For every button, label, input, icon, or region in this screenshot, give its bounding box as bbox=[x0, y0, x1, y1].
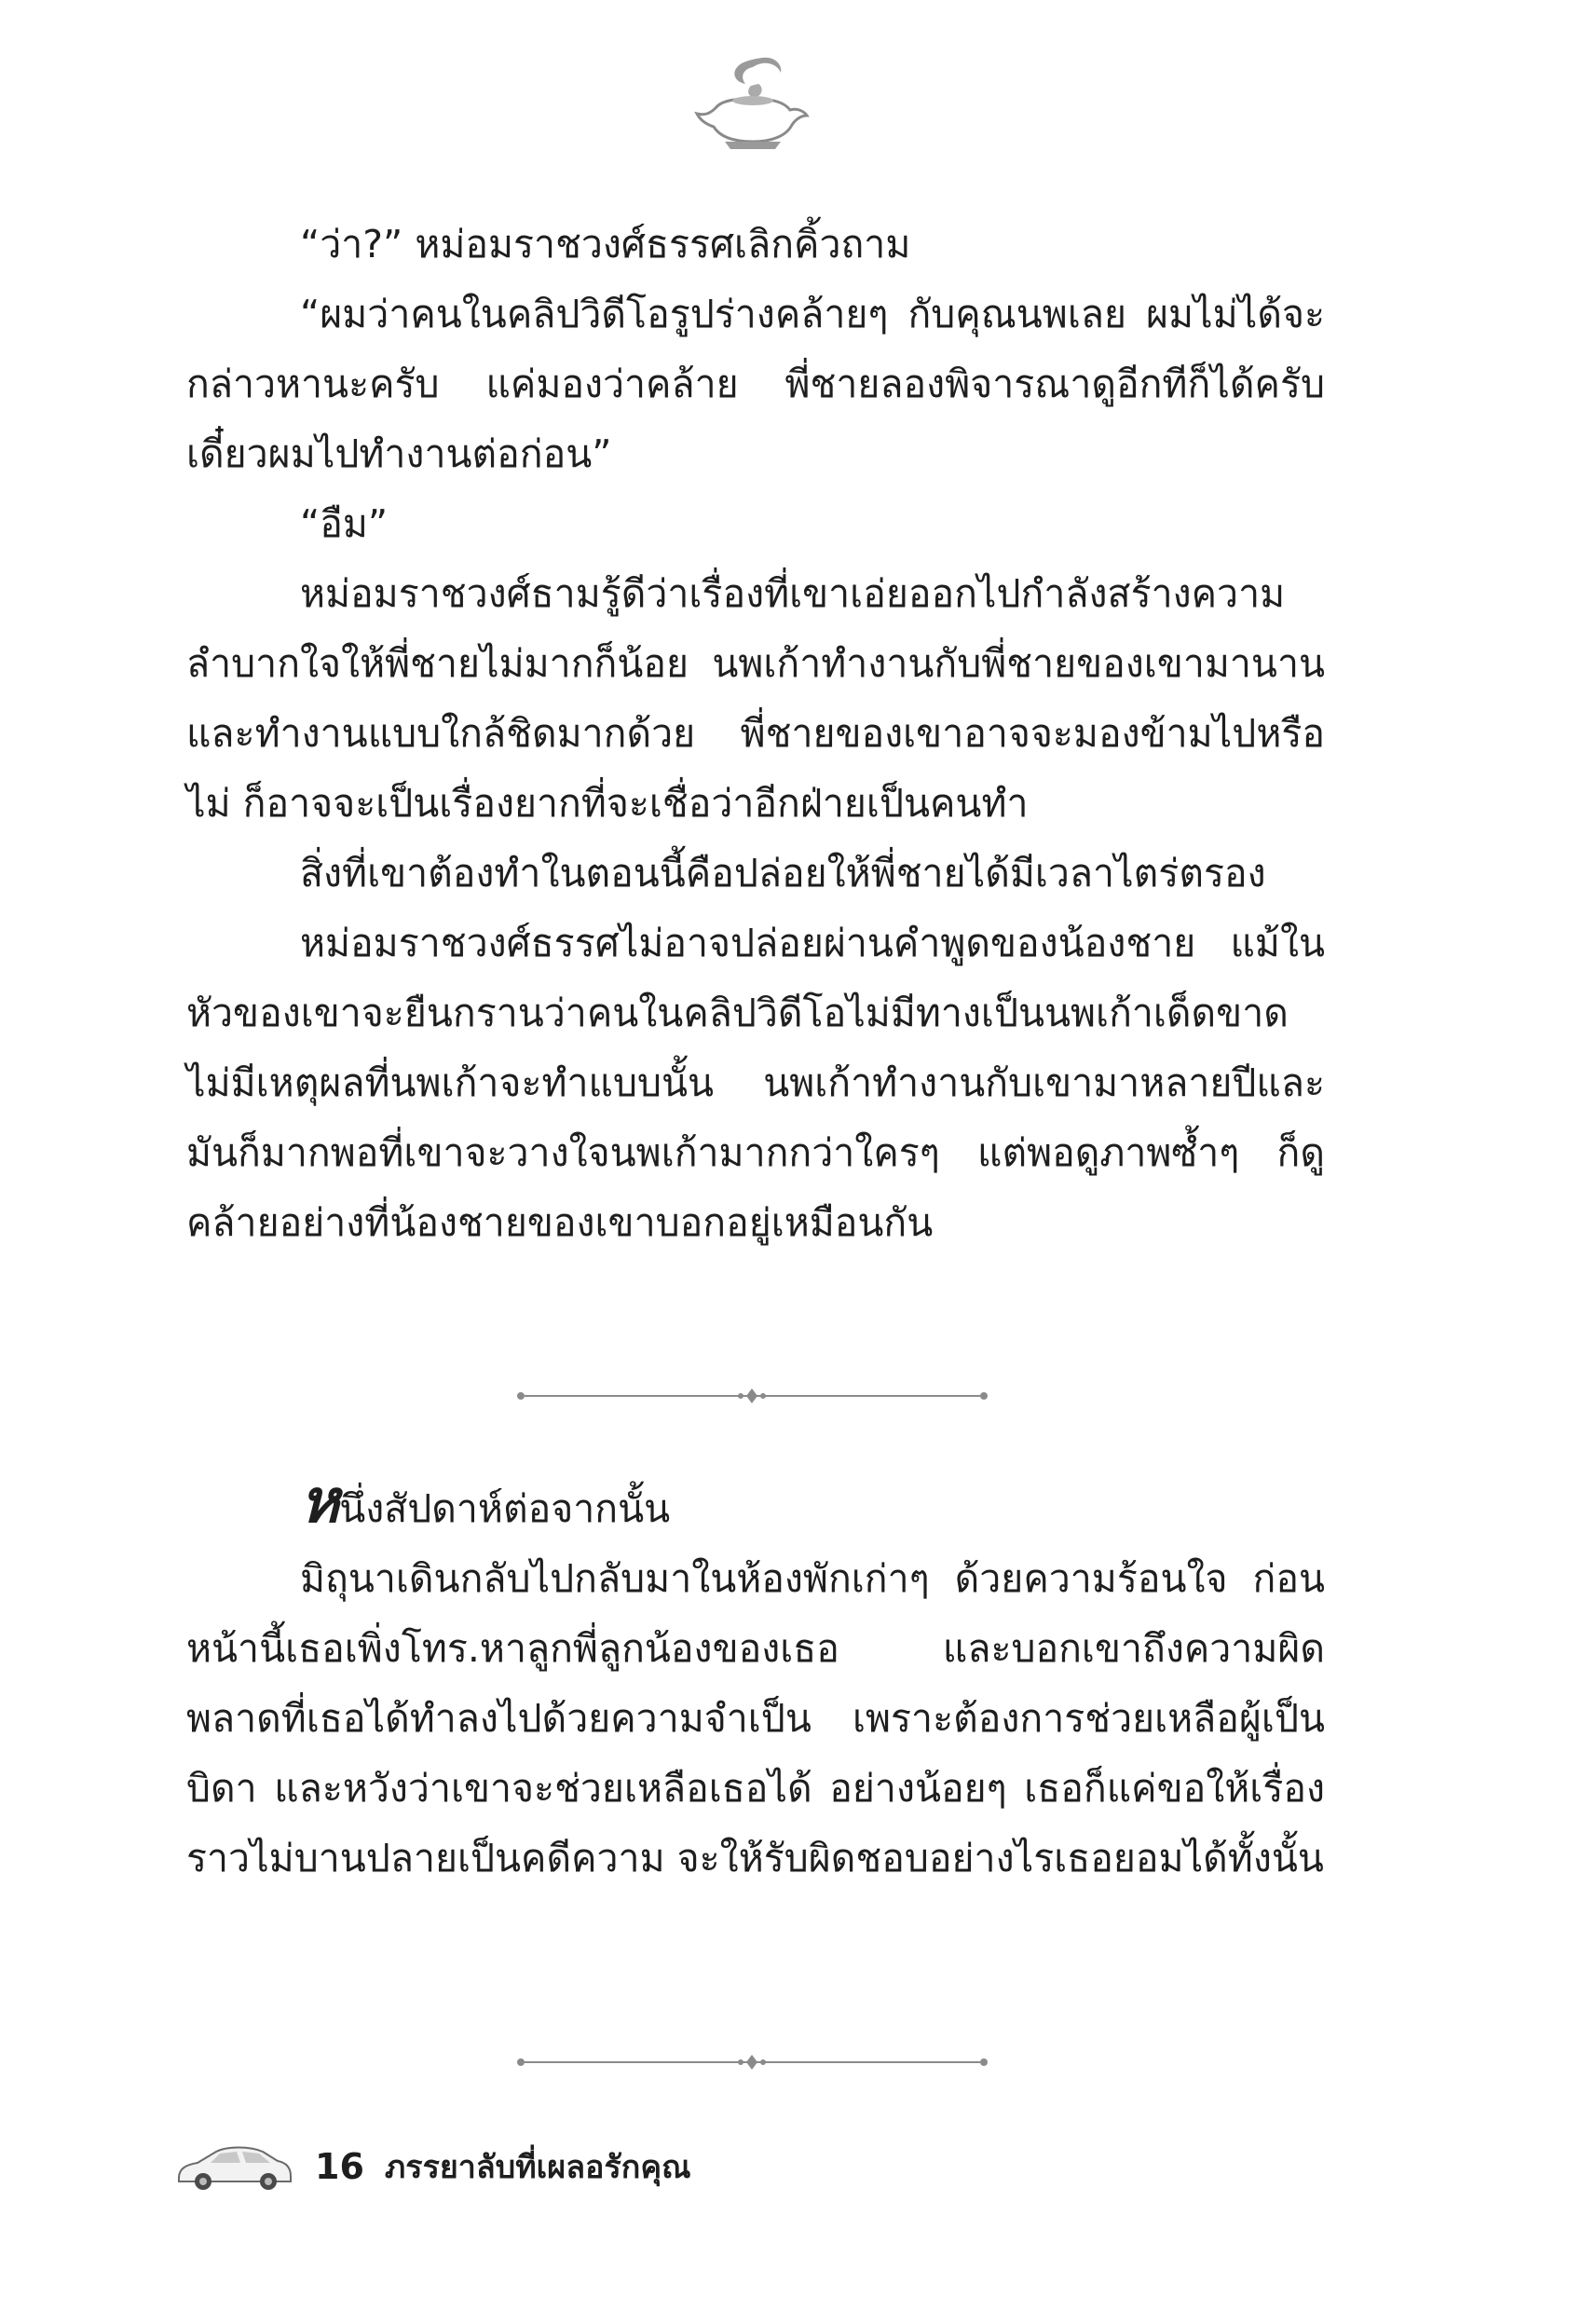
section-opening-line bbox=[300, 1467, 1325, 1544]
text-block-1 bbox=[186, 210, 1325, 1258]
paragraph: หม่อมราชวงศ์ธามรู้ดีว่าเรื่องที่เขาเอ่ยออกไปกำลังสร้างความลำบากใจให้พี่ชายไม่มากก็น้อย นพเก้าทำงานกับพี่ชายของเขามานาน และทำงานแบบใกล้ชิดมากด้วย พี่ชายของเขาอาจจะมองข้ามไปหรือไม่ ก็อาจจะเป็นเรื่องยากที่จะเชื่อว่าอีกฝ่ายเป็นคนทำ bbox=[186, 571, 1325, 826]
paragraph: “ว่า?” หม่อมราชวงศ์ธรรศเลิกคิ้วถาม bbox=[300, 222, 911, 267]
paragraph: “อืม” bbox=[300, 501, 389, 546]
drop-initial: ห bbox=[300, 1467, 340, 1537]
car-icon bbox=[173, 2140, 294, 2193]
genie-lamp-logo-icon bbox=[688, 54, 818, 157]
page-number: 16 bbox=[315, 2146, 364, 2187]
section-divider-ornament bbox=[517, 1387, 988, 1405]
opening-line-text: นึ่งสัปดาห์ต่อจากนั้น bbox=[339, 1486, 671, 1531]
paragraph: “ผมว่าคนในคลิปวิดีโอรูปร่างคล้ายๆ กับคุณนพเลย ผมไม่ได้จะกล่าวหานะครับ แค่มองว่าคล้าย พี่ชายลองพิจารณาดูอีกทีก็ได้ครับ เดี๋ยวผมไปทำงานต่อก่อน” bbox=[186, 292, 1325, 476]
text-block-2 bbox=[186, 1467, 1325, 1894]
paragraph: หม่อมราชวงศ์ธรรศไม่อาจปล่อยผ่านคำพูดของน้องชาย แม้ในหัวของเขาจะยืนกรานว่าคนในคลิปวิดีโอไม่มีทางเป็นนพเก้าเด็ดขาด ไม่มีเหตุผลที่นพเก้าจะทำแบบนั้น นพเก้าทำงานกับเขามาหลายปีและมันก็มากพอที่เขาจะวางใจนพเก้ามากกว่าใครๆ แต่พอดูภาพซ้ำๆ ก็ดูคล้ายอย่างที่น้องชายของเขาบอกอยู่เหมือนกัน bbox=[186, 921, 1325, 1245]
book-title: ภรรยาลับที่เผลอรักคุณ bbox=[384, 2149, 691, 2186]
paragraph: มิถุนาเดินกลับไปกลับมาในห้องพักเก่าๆ ด้วยความร้อนใจ ก่อนหน้านี้เธอเพิ่งโทร.หาลูกพี่ลูกน้องของเธอ และบอกเขาถึงความผิดพลาดที่เธอได้ทำลงไปด้วยความจำเป็น เพราะต้องการช่วยเหลือผู้เป็นบิดา และหวังว่าเขาจะช่วยเหลือเธอได้ อย่างน้อยๆ เธอก็แค่ขอให้เรื่องราวไม่บานปลายเป็นคดีความ จะให้รับผิดชอบอย่างไรเธอยอมได้ทั้งนั้น bbox=[186, 1556, 1325, 1880]
page-footer bbox=[173, 2139, 691, 2195]
paragraph: สิ่งที่เขาต้องทำในตอนนี้คือปล่อยให้พี่ชายได้มีเวลาไตร่ตรอง bbox=[300, 851, 1266, 896]
section-divider-ornament bbox=[517, 2053, 988, 2072]
